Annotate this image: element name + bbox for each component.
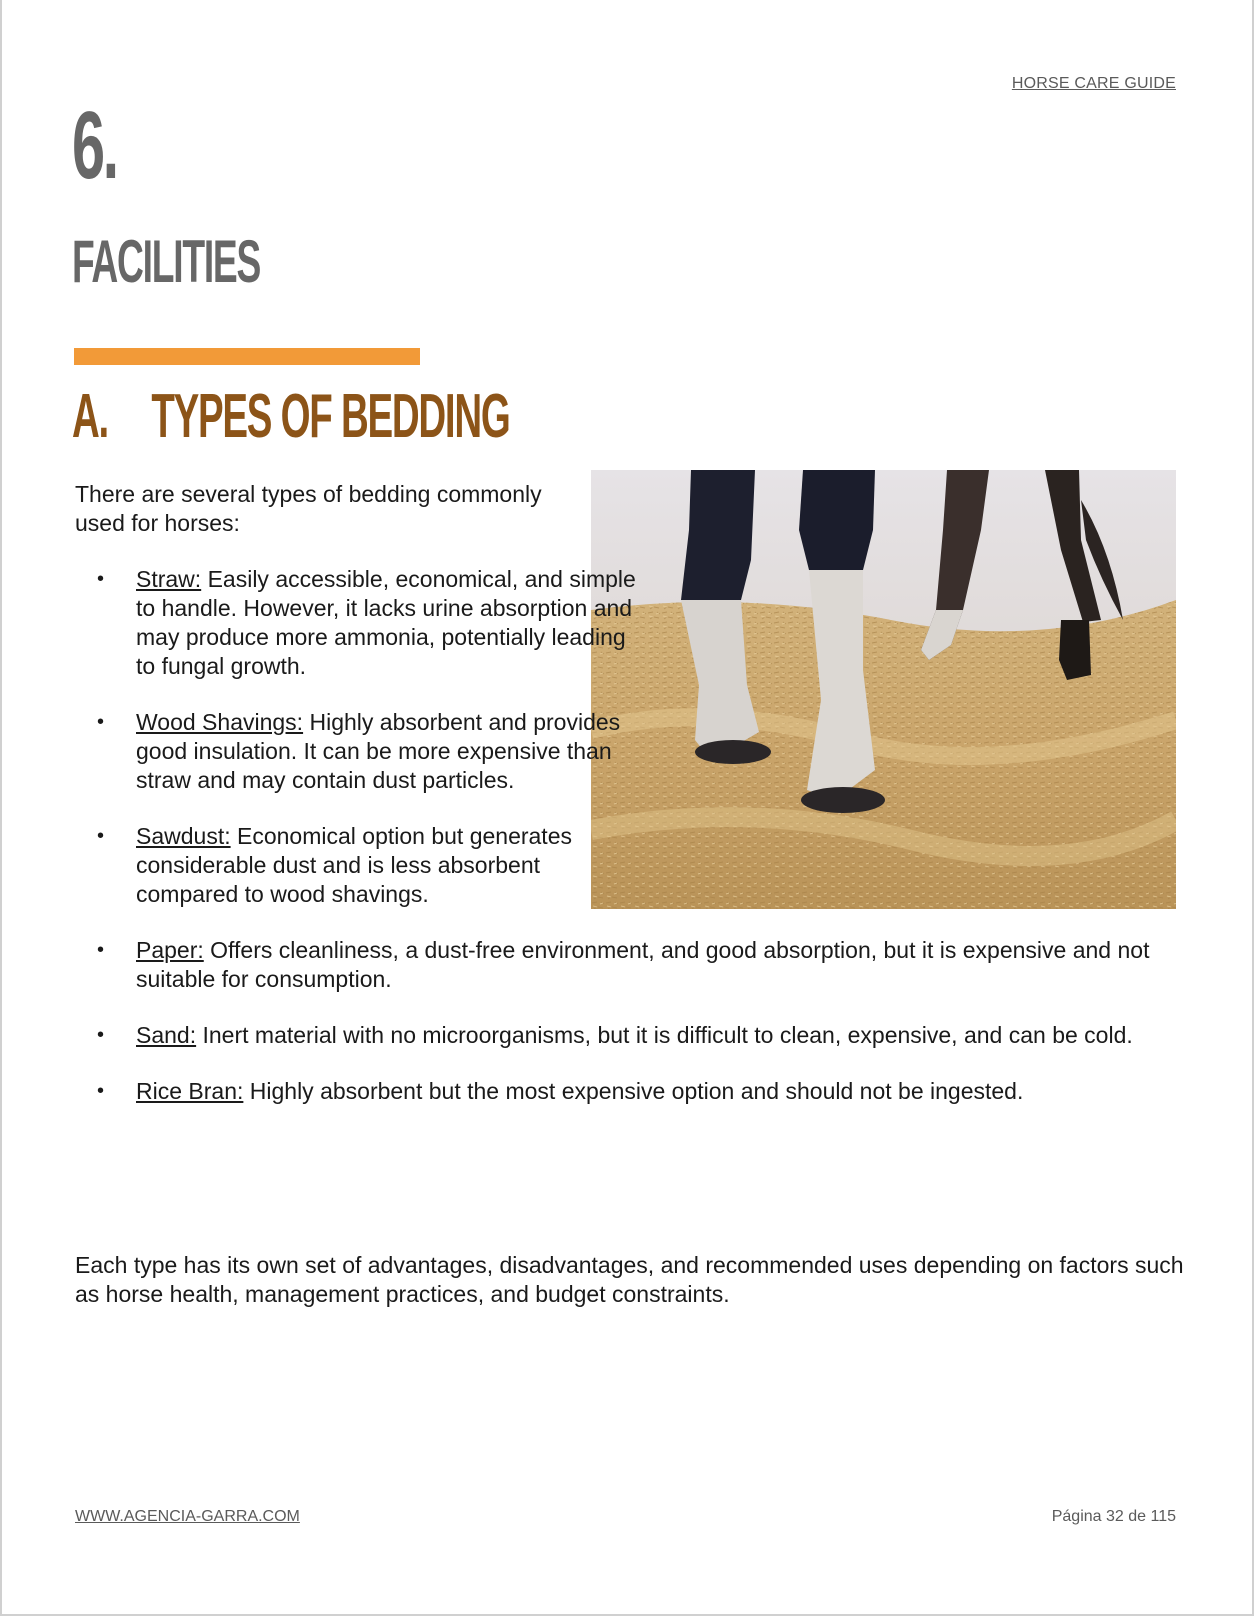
bullet-icon: • (97, 568, 105, 590)
bedding-description: Inert material with no microorganisms, but it is difficult to clean, expensive, and can be cold. (196, 1022, 1133, 1048)
chapter-title: FACILITIES (72, 228, 261, 295)
bedding-description: Easily accessible, economical, and simple to handle. However, it lacks urine absorption and may produce more ammonia, potentially leading to fungal growth. (136, 566, 636, 679)
bedding-term: Sawdust: (136, 823, 231, 849)
bullet-icon: • (97, 1080, 105, 1102)
closing-paragraph: Each type has its own set of advantages, disadvantages, and recommended uses depending on factors such as horse health, management practices, and budget constraints. (75, 1252, 1184, 1307)
bullet-icon: • (97, 939, 105, 961)
list-item (75, 936, 1185, 994)
list-item (75, 822, 646, 909)
section-title: TYPES OF BEDDING (151, 382, 510, 451)
list-item (75, 565, 646, 681)
bedding-description: Highly absorbent but the most expensive option and should not be ingested. (243, 1078, 1024, 1104)
bedding-term: Sand: (136, 1022, 197, 1048)
bullet-icon: • (97, 1024, 105, 1046)
bedding-term: Straw: (136, 566, 202, 592)
page-number: Página 32 de 115 (1051, 1508, 1176, 1525)
bedding-term: Wood Shavings: (136, 709, 304, 735)
bedding-term: Rice Bran: (136, 1078, 244, 1104)
bedding-description: Economical option but generates considerable dust and is less absorbent compared to wood shavings. (136, 823, 572, 907)
accent-divider (74, 348, 420, 365)
bullet-icon: • (97, 825, 105, 847)
website-link[interactable]: WWW.AGENCIA-GARRA.COM (75, 1508, 300, 1525)
section-heading (72, 382, 510, 451)
list-item (75, 1021, 1185, 1050)
bedding-types-list (75, 565, 1185, 1133)
list-item (75, 708, 646, 795)
bedding-description: Offers cleanliness, a dust-free environment, and good absorption, but it is expensive and not suitable for consumption. (136, 937, 1150, 992)
guide-title-link[interactable]: HORSE CARE GUIDE (1011, 75, 1176, 92)
list-item (75, 1077, 1185, 1106)
bullet-icon: • (97, 711, 105, 733)
section-letter: A. (72, 382, 108, 451)
bedding-description: Highly absorbent and provides good insulation. It can be more expensive than straw and may contain dust particles. (136, 709, 621, 793)
chapter-number: 6. (72, 92, 117, 199)
intro-paragraph: There are several types of bedding commonly used for horses: (75, 481, 542, 536)
bedding-term: Paper: (136, 937, 204, 963)
